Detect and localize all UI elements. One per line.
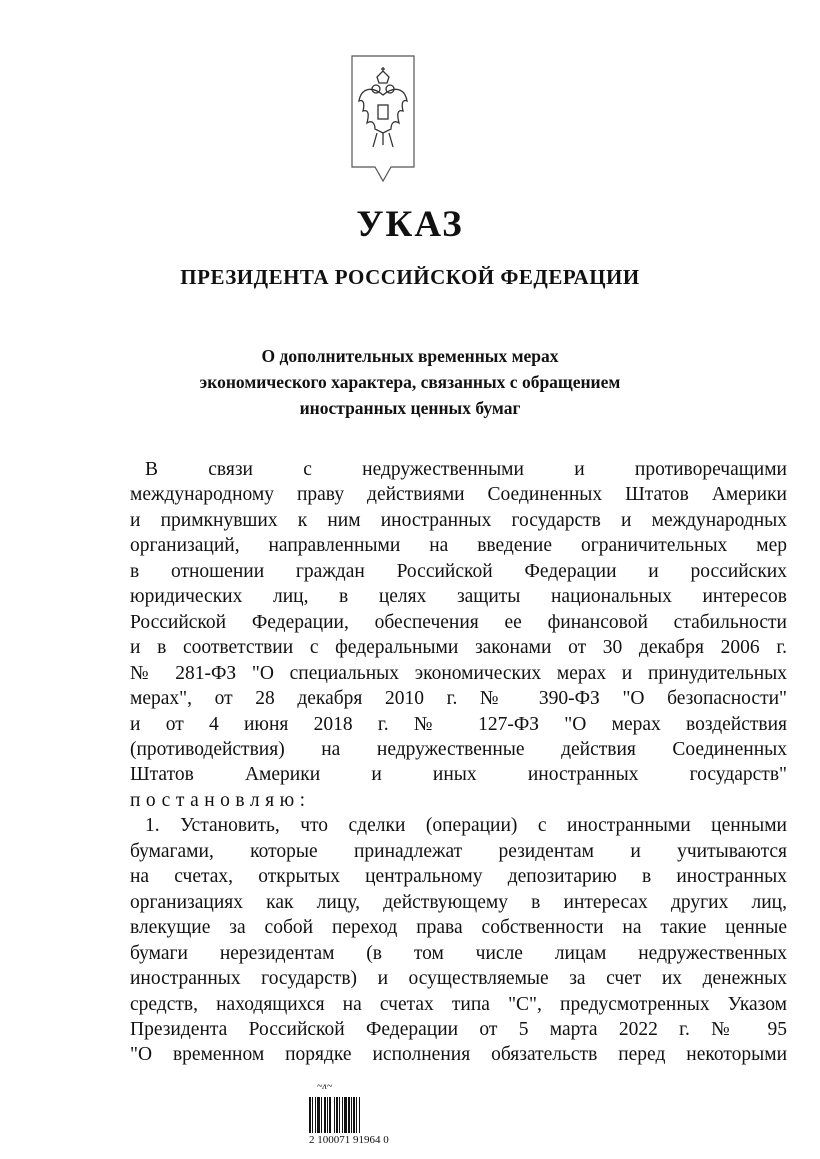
heading-line: О дополнительных временных мерах [261,346,559,366]
body-line: "О временном порядке исполнения обязательств перед некоторыми [130,1044,787,1066]
barcode-number: 2 100071 91964 0 [309,1134,389,1146]
document-title: УКАЗ [356,204,464,245]
body-line: влекущие за собой переход права собственности на такие ценные [130,917,787,939]
body-line: средств, находящихся на счетах типа "С", предусмотренных Указом [130,993,787,1015]
body-line: международному праву действиями Соединенных Штатов Америки [130,484,787,506]
body-line: бумаги нерезидентам (в том числе лицам недружественных [130,942,787,964]
body-line: № 281-ФЗ "О специальных экономических мерах и принудительных [130,662,787,684]
body-line: В связи с недружественными и противоречащими [145,459,787,480]
body-line-decree-verb: постановляю: [130,789,311,811]
decree-heading [0,343,820,421]
coat-of-arms-emblem [351,55,415,183]
body-line: организациях как лицу, действующему в интересах других лиц, [130,891,787,913]
document-barcode [309,1083,389,1146]
heading-line: экономического характера, связанных с обращением [199,372,621,392]
body-line: 1. Установить, что сделки (операции) с иностранными ценными [145,815,787,837]
body-line: в отношении граждан Российской Федерации и российских [130,560,787,582]
body-line: на счетах, открытых центральному депозитарию в иностранных [130,866,787,888]
body-line: юридических лиц, в целях защиты национальных интересов [130,586,787,608]
body-line: Штатов Америки и иных иностранных государств" [130,764,787,786]
body-line: и в соответствии с федеральными законами от 30 декабря 2006 г. [130,637,787,659]
body-line: Российской Федерации, обеспечения ее финансовой стабильности [130,611,787,633]
body-line: бумагами, которые принадлежат резидентам и учитываются [130,840,787,862]
body-line: и примкнувших к ним иностранных государств и международных [130,509,787,531]
heading-line: иностранных ценных бумаг [299,398,521,418]
body-line: Президента Российской Федерации от 5 марта 2022 г. № 95 [130,1018,787,1040]
barcode-bar [360,1097,362,1133]
document-subtitle: ПРЕЗИДЕНТА РОССИЙСКОЙ ФЕДЕРАЦИИ [180,265,640,289]
initials-mark: ~ʌ~ [317,1081,333,1092]
body-line: (противодействия) на недружественные действия Соединенных [130,738,787,760]
body-line: мерах", от 28 декабря 2010 г. № 390-ФЗ "О безопасности" [130,688,787,710]
barcode-bars [309,1097,389,1133]
body-line: и от 4 июня 2018 г. № 127-ФЗ "О мерах воздействия [130,713,787,735]
decree-body [130,457,787,1068]
body-line: иностранных государств) и осуществляемые за счет их денежных [130,968,787,990]
body-line: организаций, направленными на введение ограничительных мер [130,535,787,557]
